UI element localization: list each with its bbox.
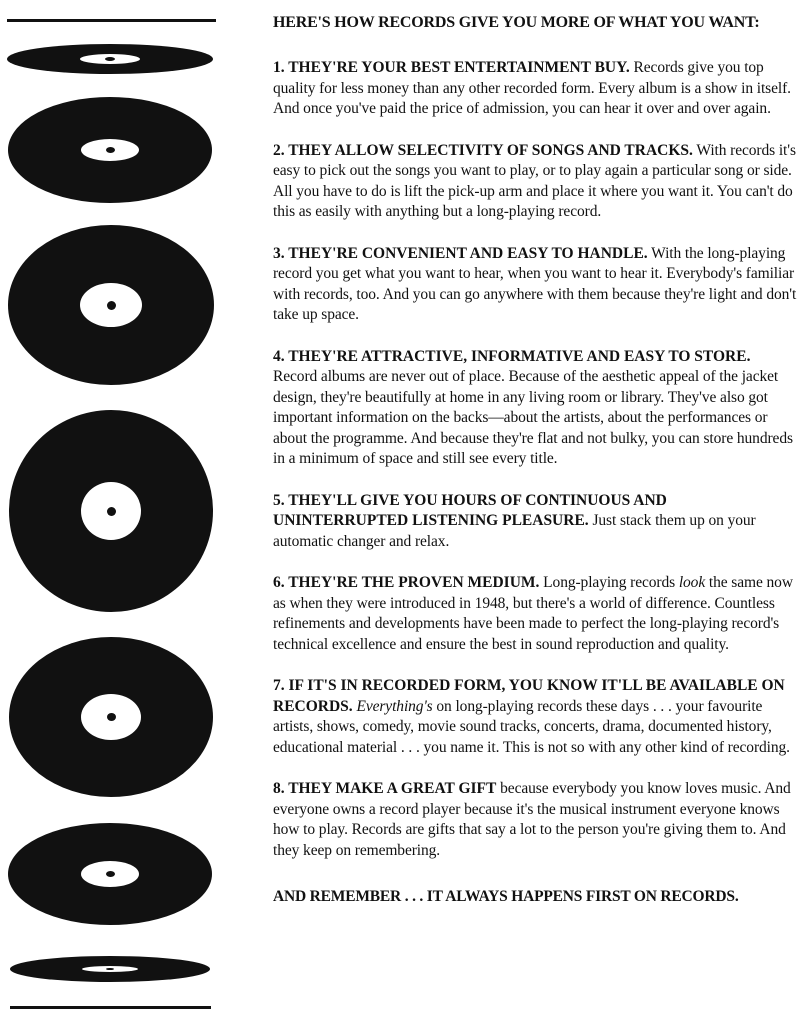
- closing-line: AND REMEMBER . . . IT ALWAYS HAPPENS FIRST ON RECORDS.: [273, 888, 739, 905]
- spindle-hole: [107, 713, 116, 721]
- record-tilt-mid-bottom-icon: [9, 637, 213, 797]
- record-label: [81, 861, 139, 887]
- record-point-6: [273, 573, 797, 655]
- point-heading: 7. IF IT'S IN RECORDED FORM, YOU KNOW IT'LL BE AVAILABLE ON RECORDS.: [273, 677, 785, 715]
- point-heading: 1. THEY'RE YOUR BEST ENTERTAINMENT BUY.: [273, 59, 630, 76]
- spindle-hole: [106, 968, 114, 970]
- record-label: [81, 482, 141, 540]
- record-stack-illustration: [0, 0, 235, 1027]
- point-text: because everybody you know loves music. And everyone owns a record player because it's the musical instrument everyone knows how to play. Records are gifts that say a lot to the person you're giving them to. And they keep on remembering.: [273, 780, 791, 859]
- record-point-5: [273, 491, 797, 553]
- point-heading: 6. THEY'RE THE PROVEN MEDIUM.: [273, 574, 540, 591]
- point-emphasis: Everything's: [356, 697, 433, 715]
- points-list: [273, 58, 797, 861]
- record-label: [80, 54, 140, 64]
- point-heading: 3. THEY'RE CONVENIENT AND EASY TO HANDLE.: [273, 244, 648, 262]
- point-text: the same now as when they were introduced in 1948, but there's a world of difference. Countless refinements and developments have been made to perfect the long-playing record's technical excellence and ensure the best in sound reproduction and quality.: [273, 574, 793, 653]
- record-label: [82, 966, 138, 972]
- record-tilt-mid-top-icon: [8, 225, 214, 385]
- record-tilt-steep-top-icon: [8, 97, 212, 203]
- record-point-7: [273, 676, 797, 758]
- record-label: [81, 694, 141, 740]
- record-edge-on-bottom-icon: [10, 956, 210, 982]
- bottom-rule: [10, 1006, 211, 1009]
- record-edge-on-top-icon: [7, 44, 213, 74]
- point-text: Record albums are never out of place. Because of the aesthetic appeal of the jacket design, they're beautifully at home in any living room or library. They've also got important information on the backs—about the artists, about the performances or about the programme. And because they're flat and not bulky, you can store hundreds in a minimum of space and still see every title.: [273, 368, 793, 467]
- point-text: on long-playing records these days . . . your favourite artists, shows, comedy, movie sound tracks, concerts, drama, documented history, educational material . . . you name it. This is not so with any other kind of recording.: [273, 697, 790, 756]
- spindle-hole: [107, 507, 116, 516]
- page-title: HERE'S HOW RECORDS GIVE YOU MORE OF WHAT YOU WANT:: [273, 14, 760, 31]
- point-text: With the long-playing record you get what you want to hear, when you want to hear it. Everybody's familiar with records, too. And you can go anywhere with them because they're light and don't take up space.: [273, 244, 797, 323]
- record-point-2: [273, 141, 797, 223]
- point-text: Long-playing records: [539, 574, 679, 591]
- record-point-8: [273, 779, 797, 861]
- spindle-hole: [105, 57, 115, 61]
- record-label: [81, 139, 139, 161]
- point-emphasis: look: [678, 574, 706, 591]
- point-heading: 5. THEY'LL GIVE YOU HOURS OF CONTINUOUS AND UNINTERRUPTED LISTENING PLEASURE.: [273, 491, 667, 529]
- record-point-4: [273, 347, 797, 470]
- spindle-hole: [106, 871, 115, 877]
- record-point-1: [273, 58, 797, 120]
- record-label: [80, 283, 142, 327]
- spindle-hole: [106, 147, 115, 153]
- point-text: Just stack them up on your automatic changer and relax.: [273, 512, 756, 550]
- top-rule: [7, 19, 216, 22]
- point-text: With records it's easy to pick out the songs you want to play, or to play again a particular song or side. All you have to do is lift the pick-up arm and place it where you want it. You can't do this as easily with anything but a long-playing record.: [273, 141, 796, 220]
- point-heading: 8. THEY MAKE A GREAT GIFT: [273, 780, 497, 797]
- record-point-3: [273, 244, 797, 326]
- record-tilt-steep-bottom-icon: [8, 823, 212, 925]
- spindle-hole: [107, 301, 116, 310]
- record-face-on-icon: [9, 410, 213, 612]
- point-heading: 2. THEY ALLOW SELECTIVITY OF SONGS AND TRACKS.: [273, 141, 693, 159]
- point-text: Records give you top quality for less money than any other recorded form. Every album is a show in itself. And once you've paid the price of admission, you can hear it over and over again.: [273, 59, 791, 117]
- point-heading: 4. THEY'RE ATTRACTIVE, INFORMATIVE AND EASY TO STORE.: [273, 347, 751, 365]
- article-content: [273, 14, 797, 906]
